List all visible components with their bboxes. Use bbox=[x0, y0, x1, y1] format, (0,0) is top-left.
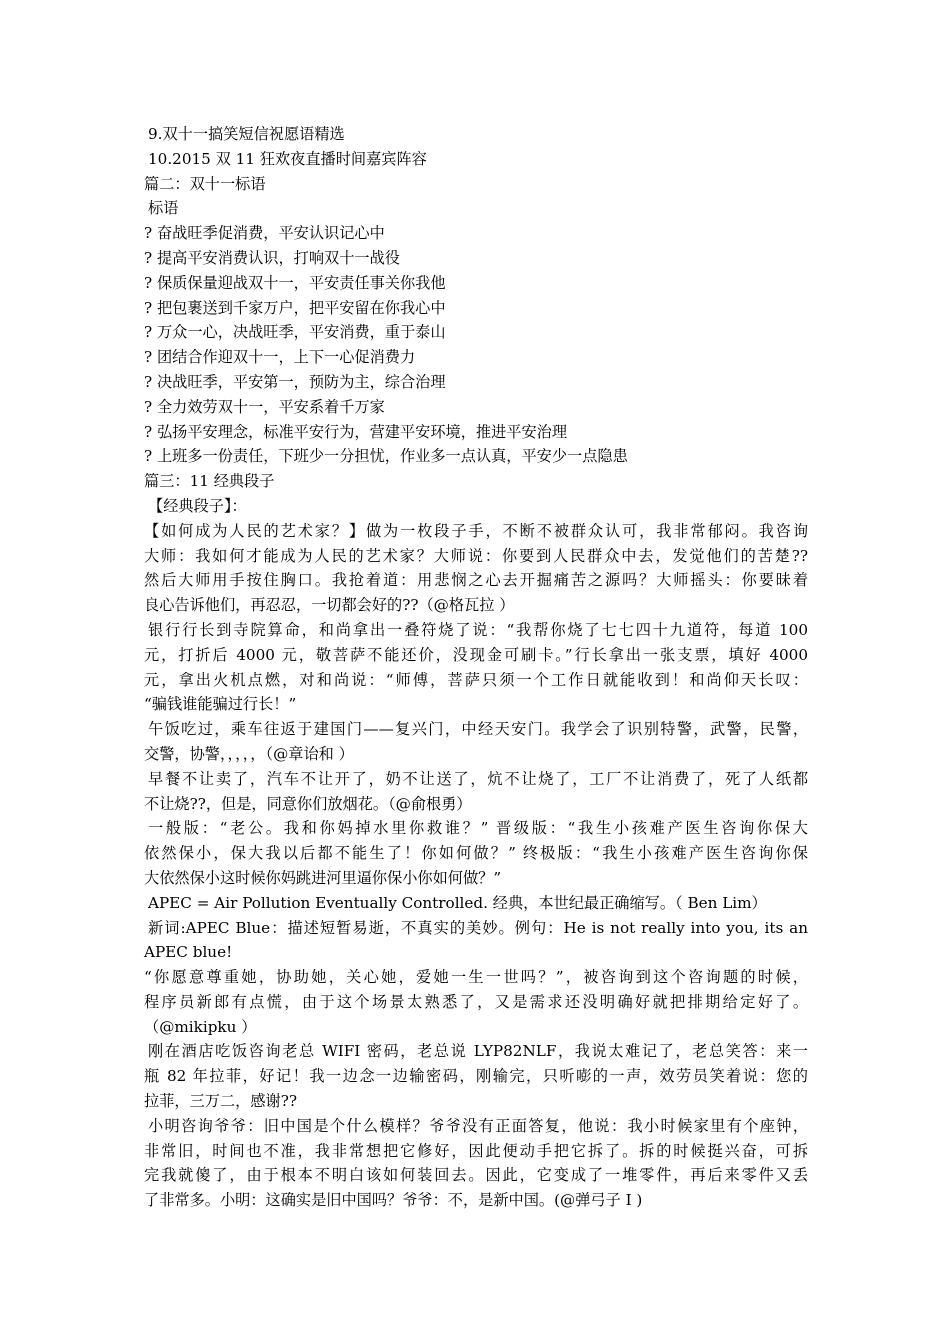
text-line: APEC blue! bbox=[144, 943, 233, 962]
text-line: ? 弘扬平安理念，标准平安行为，营建平安环境，推进平安治理 bbox=[144, 422, 568, 441]
text-line: 元，拿出火机点燃，对和尚说：“师傅，菩萨只须一个工作日就能收到！和尚仰天长叹： bbox=[144, 670, 808, 689]
text-line: APEC = Air Pollution Eventually Controlled. 经典，本世纪最正确缩写。（ Ben Lim） bbox=[148, 893, 767, 912]
text-line: ? 把包裹送到千家万户，把平安留在你我心中 bbox=[144, 298, 446, 317]
text-line: 了非常多。小明：这确实是旧中国吗？爷爷：不，是新中国。(@弹弓子 I ) bbox=[144, 1191, 643, 1210]
text-line: ? 提高平安消费认识，打响双十一战役 bbox=[144, 248, 400, 267]
text-line: 拉菲，三万二，感谢?? bbox=[144, 1092, 297, 1111]
text-line: 小明咨询爷爷：旧中国是个什么模样？爷爷没有正面答复，他说：我小时候家里有个座钟， bbox=[148, 1116, 808, 1135]
text-line: 程序员新郎有点慌，由于这个场景太熟悉了，又是需求还没明确好就把排期给定好了。 bbox=[144, 992, 808, 1011]
text-line: 篇二：双十一标语 bbox=[144, 174, 266, 193]
text-line: 【经典段子】： bbox=[148, 496, 247, 515]
text-line: ? 团结合作迎双十一，上下一心促消费力 bbox=[144, 348, 416, 367]
text-line: 大依然保小这时候你妈跳进河里逼你保小你如何做？” bbox=[144, 868, 502, 887]
text-line: 元，打折后 4000 元，敬菩萨不能还价，没现金可刷卡。”行长拿出一张支票，填好 4000 bbox=[144, 645, 808, 664]
text-line: 新词:APEC Blue：描述短暂易逝，不真实的美妙。例句：He is not really into you, its an bbox=[148, 918, 808, 937]
text-line: 9.双十一搞笑短信祝愿语精选 bbox=[148, 125, 345, 143]
text-line: ? 奋战旺季促消费，平安认识记心中 bbox=[144, 224, 385, 243]
text-line: 大师：我如何才能成为人民的艺术家？大师说：你要到人民群众中去，发觉他们的苦楚?? bbox=[144, 546, 808, 565]
text-line: ? 万众一心，决战旺季，平安消费，重于泰山 bbox=[144, 323, 446, 342]
text-line: 依然保小，保大我以后都不能生了！你如何做？” 终极版：“我生小孩难产医生咨询你保 bbox=[144, 844, 808, 863]
text-line: 【如何成为人民的艺术家？】做为一枚段子手，不断不被群众认可，我非常郁闷。我咨询 bbox=[144, 521, 808, 540]
text-line: 标语 bbox=[148, 199, 179, 218]
text-line: 早餐不让卖了，汽车不让开了，奶不让送了，炕不让烧了，工厂不让消费了，死了人纸都 bbox=[148, 769, 808, 788]
text-line: 非常旧，时间也不准，我非常想把它修好，因此便动手把它拆了。拆的时候挺兴奋，可拆 bbox=[144, 1141, 808, 1160]
document-body bbox=[144, 122, 808, 1213]
text-line: 然后大师用手按住胸口。我抢着道：用悲悯之心去开掘痛苦之源吗？大师摇头：你要昧着 bbox=[144, 571, 808, 590]
text-line: “你愿意尊重她，协助她，关心她，爱她一生一世吗？”，被咨询到这个咨询题的时候， bbox=[144, 968, 808, 987]
text-line: ? 上班多一份责任，下班少一分担忧，作业多一点认真，平安少一点隐患 bbox=[144, 447, 628, 466]
text-line: 完我就傻了，由于根本不明白该如何装回去。因此，它变成了一堆零件，再后来零件又丢 bbox=[144, 1166, 808, 1185]
text-line: ? 全力效劳双十一，平安系着千万家 bbox=[144, 397, 385, 416]
text-line: 一般版：“老公。我和你妈掉水里你救谁？” 晋级版：“我生小孩难产医生咨询你保大 bbox=[148, 819, 808, 838]
text-line: 不让烧??，但是，同意你们放烟花。（@俞根勇） bbox=[144, 794, 472, 813]
text-line: ? 保质保量迎战双十一，平安责任事关你我他 bbox=[144, 273, 446, 292]
text-line: ? 决战旺季，平安第一，预防为主，综合治理 bbox=[144, 372, 446, 391]
text-line: 篇三：11 经典段子 bbox=[144, 472, 275, 491]
text-line: 午饭吃过，乘车往返于建国门——复兴门，中经天安门。我学会了识别特警，武警，民警， bbox=[148, 720, 808, 739]
text-line: “骗钱谁能骗过行长！” bbox=[144, 695, 297, 714]
text-line: 瓶 82 年拉菲，好记！我一边念一边输密码，刚输完，只听嘭的一声，效劳员笑着说：您的 bbox=[144, 1067, 808, 1086]
text-line: 刚在酒店吃饭咨询老总 WIFI 密码，老总说 LYP82NLF，我说太难记了，老总笑答：来一 bbox=[148, 1042, 808, 1061]
text-line: 良心告诉他们，再忍忍，一切都会好的??（@格瓦拉 ） bbox=[144, 596, 515, 615]
text-line: 银行行长到寺院算命，和尚拿出一叠符烧了说：“我帮你烧了七七四十九道符，每道 100 bbox=[148, 620, 808, 639]
text-line: 10.2015 双 11 狂欢夜直播时间嘉宾阵容 bbox=[148, 149, 427, 168]
text-line: （@mikipku ） bbox=[144, 1017, 257, 1036]
text-line: 交警，协警，，，，，（@章诒和 ） bbox=[144, 744, 354, 763]
